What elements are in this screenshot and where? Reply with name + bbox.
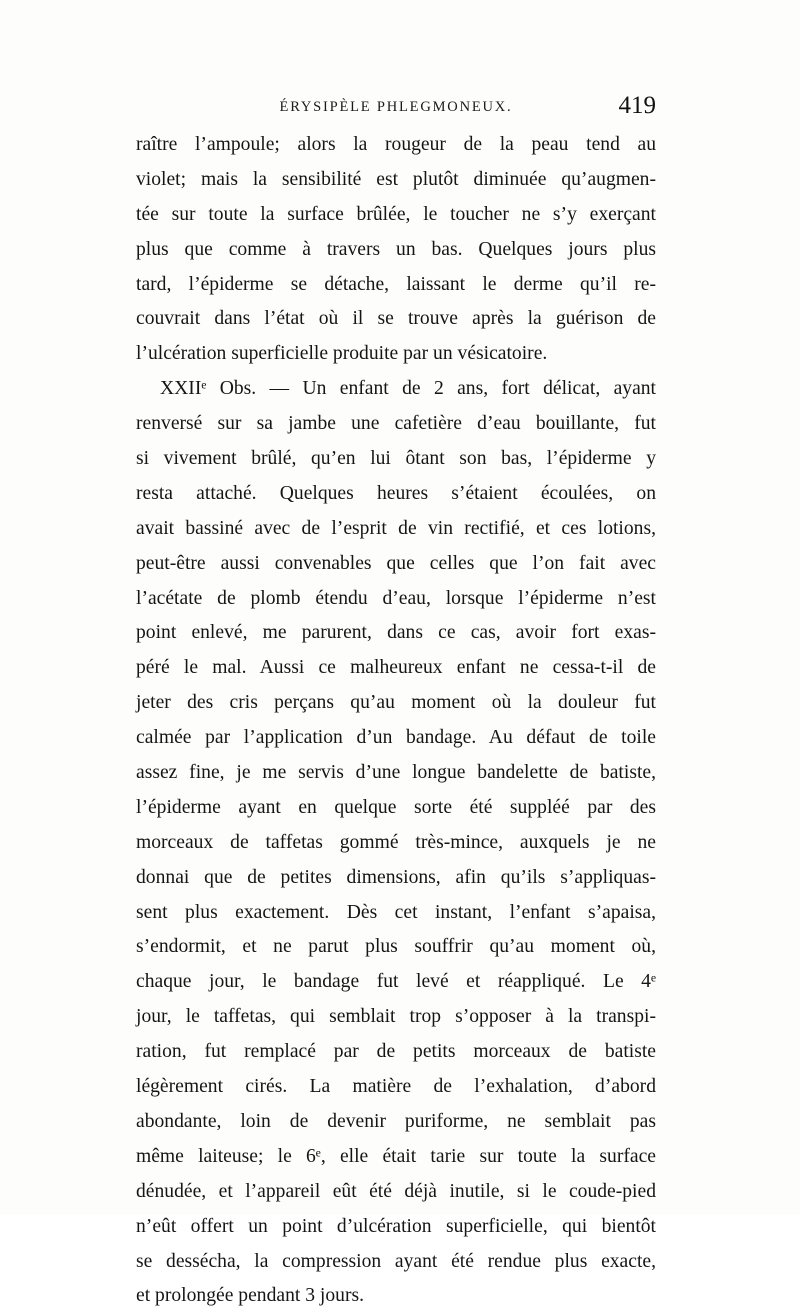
text-line: n’eût offert un point d’ulcération superficielle, qui bientôt <box>136 1215 656 1237</box>
text-line: sent plus exactement. Dès cet instant, l’enfant s’apaisa, <box>136 901 656 923</box>
text-line: couvrait dans l’état où il se trouve après la guérison de <box>136 308 656 330</box>
text-line: plus que comme à travers un bas. Quelques jours plus <box>136 238 656 260</box>
text-line: resta attaché. Quelques heures s’étaient écoulées, on <box>136 482 656 504</box>
text-line: si vivement brûlé, qu’en lui ôtant son bas, l’épiderme y <box>136 448 656 470</box>
text-line: s’endormit, et ne parut plus souffrir qu’au moment où, <box>136 936 656 958</box>
running-head: ÉRYSIPÈLE PHLEGMONEUX. <box>279 99 513 115</box>
text-line: jeter des cris perçans qu’au moment où la douleur fut <box>136 692 656 714</box>
text-line: abondante, loin de devenir puriforme, ne semblait pas <box>136 1110 656 1132</box>
text-line: donnai que de petites dimensions, afin qu’ils s’appliquas- <box>136 866 656 888</box>
text-line: XXIIᵉ Obs. — Un enfant de 2 ans, fort délicat, ayant <box>160 378 656 400</box>
text-line: dénudée, et l’appareil eût été déjà inutile, si le coude-pied <box>136 1180 656 1202</box>
text-line: jour, le taffetas, qui semblait trop s’opposer à la transpi- <box>136 1006 656 1028</box>
text-line: chaque jour, le bandage fut levé et réappliqué. Le 4ᵉ <box>136 971 656 993</box>
text-line: se dessécha, la compression ayant été rendue plus exacte, <box>136 1250 656 1272</box>
text-line: l’acétate de plomb étendu d’eau, lorsque l’épiderme n’est <box>136 587 656 609</box>
text-line: et prolongée pendant 3 jours. <box>136 1285 364 1307</box>
text-line: péré le mal. Aussi ce malheureux enfant ne cessa-t-il de <box>136 657 656 679</box>
text-line: l’ulcération superficielle produite par un vésicatoire. <box>136 343 548 365</box>
text-line: morceaux de taffetas gommé très-mince, auxquels je ne <box>136 831 656 853</box>
text-line: assez fine, je me servis d’une longue bandelette de batiste, <box>136 762 656 784</box>
text-line: tard, l’épiderme se détache, laissant le derme qu’il re- <box>136 273 656 295</box>
text-line: raître l’ampoule; alors la rougeur de la peau tend au <box>136 134 656 155</box>
text-line: peut-être aussi convenables que celles que l’on fait avec <box>136 552 656 574</box>
text-line: tée sur toute la surface brûlée, le toucher ne s’y exerçant <box>136 203 656 225</box>
page-number: 419 <box>618 92 656 119</box>
text-line: violet; mais la sensibilité est plutôt diminuée qu’augmen- <box>136 168 656 190</box>
text-line: ration, fut remplacé par de petits morceaux de batiste <box>136 1041 656 1063</box>
text-line: avait bassiné avec de l’esprit de vin rectifié, et ces lotions, <box>136 517 656 539</box>
text-line: calmée par l’application d’un bandage. Au défaut de toile <box>136 727 656 749</box>
page-header <box>136 92 656 126</box>
text-line: renversé sur sa jambe une cafetière d’eau bouillante, fut <box>136 413 656 435</box>
text-line: même laiteuse; le 6ᵉ, elle était tarie sur toute la surface <box>136 1145 656 1167</box>
body-text <box>136 128 656 1314</box>
text-line: point enlevé, me parurent, dans ce cas, avoir fort exas- <box>136 622 656 644</box>
text-line: l’épiderme ayant en quelque sorte été suppléé par des <box>136 796 656 818</box>
text-line: légèrement cirés. La matière de l’exhalation, d’abord <box>136 1076 656 1098</box>
